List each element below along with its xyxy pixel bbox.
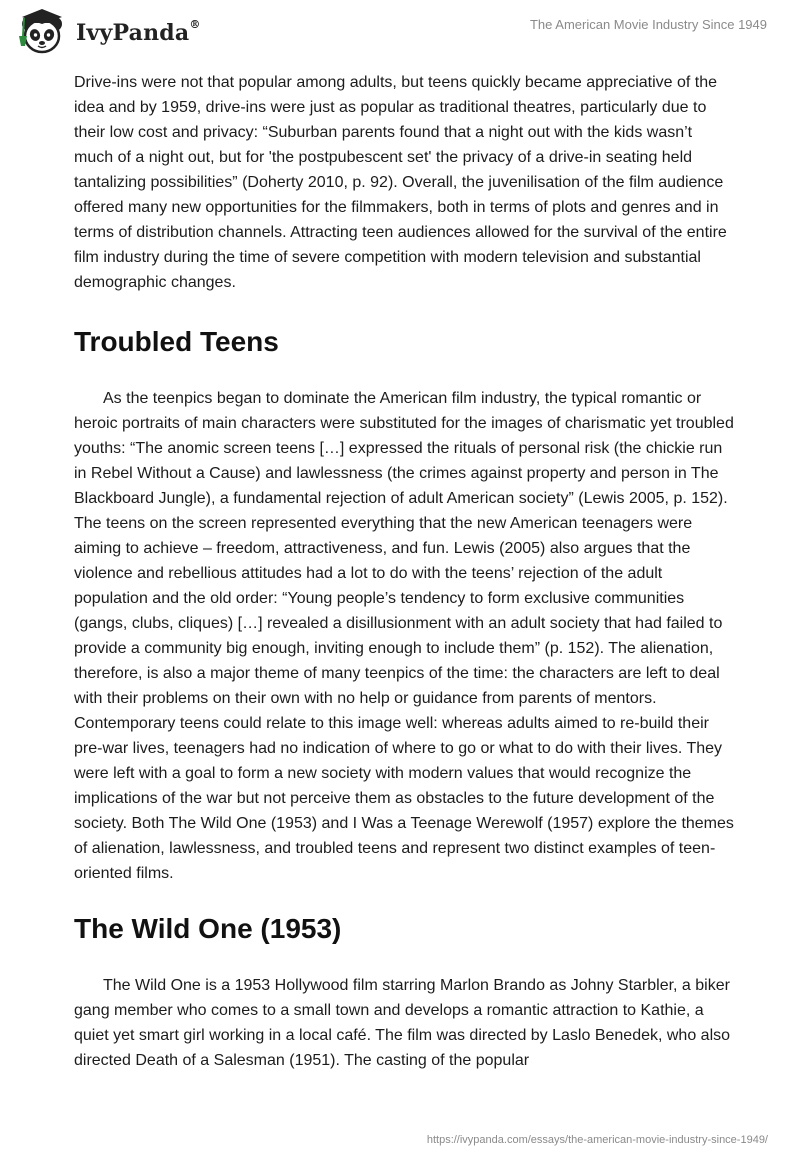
panda-graduate-icon: [14, 6, 70, 56]
registered-mark: ®: [189, 18, 201, 31]
heading-the-wild-one: The Wild One (1953): [74, 913, 342, 944]
heading-troubled-teens: Troubled Teens: [74, 326, 279, 357]
page-header: [0, 0, 800, 60]
paragraph-the-wild-one: The Wild One is a 1953 Hollywood film starring Marlon Brando as Johny Starbler, a biker gang member who comes to a small town and develops a romantic attraction to Kathie, a quiet yet smart girl working in a local café. The film was directed by Laslo Benedek, who also directed Death of a Salesman (1951). The casting of the popular: [74, 977, 731, 1069]
paragraph-drive-ins: Drive-ins were not that popular among adults, but teens quickly became appreciative of the idea and by 1959, drive-ins were just as popular as traditional theatres, particularly due to their low cost and privacy: “Suburban parents found that a night out with the kids wasn’t much of a night out, but for 'the postpubescent set' the privacy of a drive-in seating held tantalizing possibilities” (Doherty 2010, p. 92). Overall, the juvenilisation of the film audience offered many new opportunities for the filmmakers, both in terms of plots and genres and in terms of distribution channels. Attracting teen audiences allowed for the survival of the entire film industry during the time of severe competition with modern television and substantial demographic changes.: [74, 74, 727, 291]
article-body: [74, 70, 734, 1073]
document-title: The American Movie Industry Since 1949: [529, 17, 767, 32]
source-url-link[interactable]: https://ivypanda.com/essays/the-american-movie-industry-since-1949/: [426, 1134, 768, 1146]
brand-name: IvyPanda®: [76, 18, 201, 46]
paragraph-troubled-teens: As the teenpics began to dominate the American film industry, the typical romantic or heroic portraits of main characters were substituted for the images of charismatic yet troubled youths: “The anomic screen teens […] expressed the rituals of personal risk (the chickie run in Rebel Without a Cause) and lawlessness (the crimes against property and person in The Blackboard Jungle), a fundamental rejection of adult American society” (Lewis 2005, p. 152). The teens on the screen represented everything that the new American teenagers were aiming to achieve – freedom, attractiveness, and fun. Lewis (2005) also argues that the violence and rebellious attitudes had a lot to do with the teens’ rejection of the adult population and the old order: “Young people’s tendency to form exclusive communities (gangs, clubs, cliques) […] revealed a disillusionment with an adult society that had failed to provide a community big enough, inviting enough to include them” (p. 152). The alienation, therefore, is also a major theme of many teenpics of the time: the characters are left to deal with their problems on their own with no help or guidance from parents of mentors. Contemporary teens could relate to this image well: whereas adults aimed to re-build their pre-war lives, teenagers had no indication of where to go or what to do with their lives. They were left with a goal to form a new society with modern values that would recognize the implications of the war but not perceive them as obstacles to the future development of the society. Both The Wild One (1953) and I Was a Teenage Werewolf (1957) explore the themes of alienation, lawlessness, and troubled teens and represent two distinct examples of teen-oriented films.: [74, 390, 734, 882]
ivypanda-logo[interactable]: [14, 6, 201, 56]
